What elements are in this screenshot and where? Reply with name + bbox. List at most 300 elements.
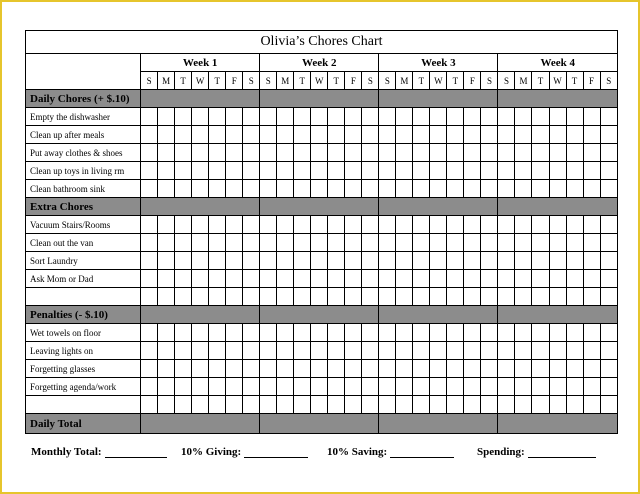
check-cell[interactable]	[498, 108, 515, 126]
check-cell[interactable]	[158, 342, 175, 360]
check-cell[interactable]	[498, 270, 515, 288]
check-cell[interactable]	[549, 180, 566, 198]
check-cell[interactable]	[311, 216, 328, 234]
check-cell[interactable]	[175, 108, 192, 126]
check-cell[interactable]	[362, 144, 379, 162]
check-cell[interactable]	[464, 108, 481, 126]
check-cell[interactable]	[192, 324, 209, 342]
check-cell[interactable]	[549, 234, 566, 252]
check-cell[interactable]	[328, 162, 345, 180]
check-cell[interactable]	[464, 270, 481, 288]
check-cell[interactable]	[464, 288, 481, 306]
check-cell[interactable]	[277, 324, 294, 342]
check-cell[interactable]	[583, 288, 600, 306]
check-cell[interactable]	[498, 180, 515, 198]
check-cell[interactable]	[175, 126, 192, 144]
check-cell[interactable]	[345, 342, 362, 360]
check-cell[interactable]	[532, 396, 549, 414]
check-cell[interactable]	[600, 378, 617, 396]
check-cell[interactable]	[583, 144, 600, 162]
check-cell[interactable]	[464, 342, 481, 360]
check-cell[interactable]	[328, 180, 345, 198]
check-cell[interactable]	[311, 126, 328, 144]
check-cell[interactable]	[447, 144, 464, 162]
check-cell[interactable]	[396, 144, 413, 162]
check-cell[interactable]	[294, 162, 311, 180]
check-cell[interactable]	[362, 360, 379, 378]
check-cell[interactable]	[260, 108, 277, 126]
check-cell[interactable]	[515, 252, 532, 270]
check-cell[interactable]	[141, 126, 158, 144]
check-cell[interactable]	[328, 324, 345, 342]
check-cell[interactable]	[209, 126, 226, 144]
check-cell[interactable]	[226, 288, 243, 306]
check-cell[interactable]	[515, 162, 532, 180]
check-cell[interactable]	[396, 162, 413, 180]
check-cell[interactable]	[498, 234, 515, 252]
check-cell[interactable]	[515, 360, 532, 378]
check-cell[interactable]	[396, 180, 413, 198]
check-cell[interactable]	[600, 180, 617, 198]
saving-field[interactable]	[327, 446, 454, 458]
check-cell[interactable]	[379, 342, 396, 360]
check-cell[interactable]	[481, 108, 498, 126]
check-cell[interactable]	[481, 288, 498, 306]
check-cell[interactable]	[430, 108, 447, 126]
check-cell[interactable]	[175, 144, 192, 162]
check-cell[interactable]	[345, 288, 362, 306]
check-cell[interactable]	[345, 360, 362, 378]
check-cell[interactable]	[141, 378, 158, 396]
check-cell[interactable]	[447, 162, 464, 180]
blank-label-cell[interactable]	[26, 288, 141, 306]
check-cell[interactable]	[600, 144, 617, 162]
check-cell[interactable]	[328, 144, 345, 162]
check-cell[interactable]	[413, 162, 430, 180]
check-cell[interactable]	[175, 162, 192, 180]
check-cell[interactable]	[260, 216, 277, 234]
check-cell[interactable]	[277, 360, 294, 378]
check-cell[interactable]	[260, 360, 277, 378]
check-cell[interactable]	[226, 234, 243, 252]
check-cell[interactable]	[192, 396, 209, 414]
check-cell[interactable]	[243, 252, 260, 270]
check-cell[interactable]	[447, 360, 464, 378]
check-cell[interactable]	[379, 126, 396, 144]
check-cell[interactable]	[600, 342, 617, 360]
check-cell[interactable]	[549, 162, 566, 180]
check-cell[interactable]	[311, 288, 328, 306]
check-cell[interactable]	[549, 360, 566, 378]
check-cell[interactable]	[243, 180, 260, 198]
check-cell[interactable]	[379, 252, 396, 270]
check-cell[interactable]	[209, 180, 226, 198]
check-cell[interactable]	[294, 144, 311, 162]
check-cell[interactable]	[396, 108, 413, 126]
check-cell[interactable]	[430, 360, 447, 378]
check-cell[interactable]	[498, 378, 515, 396]
check-cell[interactable]	[141, 162, 158, 180]
check-cell[interactable]	[481, 126, 498, 144]
check-cell[interactable]	[447, 126, 464, 144]
check-cell[interactable]	[515, 216, 532, 234]
check-cell[interactable]	[362, 342, 379, 360]
check-cell[interactable]	[192, 288, 209, 306]
check-cell[interactable]	[396, 342, 413, 360]
check-cell[interactable]	[328, 126, 345, 144]
check-cell[interactable]	[362, 180, 379, 198]
check-cell[interactable]	[447, 342, 464, 360]
check-cell[interactable]	[583, 378, 600, 396]
check-cell[interactable]	[192, 126, 209, 144]
check-cell[interactable]	[209, 270, 226, 288]
check-cell[interactable]	[158, 396, 175, 414]
check-cell[interactable]	[277, 288, 294, 306]
check-cell[interactable]	[481, 216, 498, 234]
check-cell[interactable]	[583, 252, 600, 270]
check-cell[interactable]	[192, 378, 209, 396]
check-cell[interactable]	[447, 252, 464, 270]
check-cell[interactable]	[532, 288, 549, 306]
check-cell[interactable]	[600, 270, 617, 288]
check-cell[interactable]	[532, 324, 549, 342]
check-cell[interactable]	[583, 342, 600, 360]
check-cell[interactable]	[294, 252, 311, 270]
check-cell[interactable]	[311, 360, 328, 378]
check-cell[interactable]	[294, 270, 311, 288]
check-cell[interactable]	[243, 270, 260, 288]
check-cell[interactable]	[481, 342, 498, 360]
check-cell[interactable]	[294, 126, 311, 144]
check-cell[interactable]	[447, 180, 464, 198]
check-cell[interactable]	[243, 108, 260, 126]
check-cell[interactable]	[498, 324, 515, 342]
check-cell[interactable]	[175, 360, 192, 378]
check-cell[interactable]	[481, 396, 498, 414]
check-cell[interactable]	[158, 360, 175, 378]
check-cell[interactable]	[583, 234, 600, 252]
check-cell[interactable]	[192, 234, 209, 252]
check-cell[interactable]	[345, 234, 362, 252]
check-cell[interactable]	[226, 324, 243, 342]
check-cell[interactable]	[243, 360, 260, 378]
check-cell[interactable]	[294, 396, 311, 414]
check-cell[interactable]	[226, 162, 243, 180]
check-cell[interactable]	[566, 162, 583, 180]
check-cell[interactable]	[430, 234, 447, 252]
check-cell[interactable]	[192, 162, 209, 180]
check-cell[interactable]	[209, 288, 226, 306]
check-cell[interactable]	[498, 126, 515, 144]
check-cell[interactable]	[515, 288, 532, 306]
check-cell[interactable]	[498, 144, 515, 162]
check-cell[interactable]	[532, 144, 549, 162]
check-cell[interactable]	[464, 378, 481, 396]
check-cell[interactable]	[566, 324, 583, 342]
check-cell[interactable]	[362, 396, 379, 414]
check-cell[interactable]	[311, 378, 328, 396]
check-cell[interactable]	[362, 252, 379, 270]
check-cell[interactable]	[430, 396, 447, 414]
check-cell[interactable]	[294, 324, 311, 342]
check-cell[interactable]	[141, 108, 158, 126]
check-cell[interactable]	[277, 378, 294, 396]
check-cell[interactable]	[515, 396, 532, 414]
check-cell[interactable]	[430, 252, 447, 270]
check-cell[interactable]	[260, 342, 277, 360]
check-cell[interactable]	[345, 270, 362, 288]
check-cell[interactable]	[379, 180, 396, 198]
check-cell[interactable]	[277, 234, 294, 252]
check-cell[interactable]	[243, 396, 260, 414]
check-cell[interactable]	[277, 396, 294, 414]
check-cell[interactable]	[226, 126, 243, 144]
check-cell[interactable]	[600, 360, 617, 378]
check-cell[interactable]	[311, 270, 328, 288]
check-cell[interactable]	[209, 108, 226, 126]
check-cell[interactable]	[243, 234, 260, 252]
check-cell[interactable]	[532, 126, 549, 144]
check-cell[interactable]	[566, 378, 583, 396]
check-cell[interactable]	[583, 216, 600, 234]
check-cell[interactable]	[311, 180, 328, 198]
check-cell[interactable]	[413, 180, 430, 198]
check-cell[interactable]	[515, 324, 532, 342]
check-cell[interactable]	[583, 360, 600, 378]
check-cell[interactable]	[583, 108, 600, 126]
check-cell[interactable]	[549, 378, 566, 396]
check-cell[interactable]	[515, 378, 532, 396]
check-cell[interactable]	[243, 144, 260, 162]
check-cell[interactable]	[226, 252, 243, 270]
check-cell[interactable]	[260, 234, 277, 252]
check-cell[interactable]	[464, 144, 481, 162]
check-cell[interactable]	[430, 216, 447, 234]
check-cell[interactable]	[430, 270, 447, 288]
check-cell[interactable]	[243, 378, 260, 396]
check-cell[interactable]	[192, 144, 209, 162]
check-cell[interactable]	[175, 234, 192, 252]
check-cell[interactable]	[481, 378, 498, 396]
check-cell[interactable]	[328, 234, 345, 252]
check-cell[interactable]	[481, 144, 498, 162]
check-cell[interactable]	[294, 216, 311, 234]
check-cell[interactable]	[549, 252, 566, 270]
check-cell[interactable]	[583, 126, 600, 144]
check-cell[interactable]	[260, 288, 277, 306]
check-cell[interactable]	[175, 180, 192, 198]
check-cell[interactable]	[158, 180, 175, 198]
check-cell[interactable]	[549, 144, 566, 162]
check-cell[interactable]	[447, 234, 464, 252]
check-cell[interactable]	[141, 396, 158, 414]
check-cell[interactable]	[243, 288, 260, 306]
check-cell[interactable]	[294, 288, 311, 306]
check-cell[interactable]	[362, 270, 379, 288]
check-cell[interactable]	[209, 396, 226, 414]
check-cell[interactable]	[192, 252, 209, 270]
check-cell[interactable]	[413, 126, 430, 144]
check-cell[interactable]	[481, 252, 498, 270]
check-cell[interactable]	[396, 270, 413, 288]
check-cell[interactable]	[396, 288, 413, 306]
check-cell[interactable]	[515, 270, 532, 288]
check-cell[interactable]	[311, 234, 328, 252]
check-cell[interactable]	[566, 396, 583, 414]
check-cell[interactable]	[260, 252, 277, 270]
check-cell[interactable]	[515, 234, 532, 252]
check-cell[interactable]	[175, 270, 192, 288]
check-cell[interactable]	[311, 342, 328, 360]
check-cell[interactable]	[413, 108, 430, 126]
check-cell[interactable]	[362, 216, 379, 234]
check-cell[interactable]	[209, 324, 226, 342]
check-cell[interactable]	[294, 180, 311, 198]
check-cell[interactable]	[226, 396, 243, 414]
check-cell[interactable]	[311, 162, 328, 180]
check-cell[interactable]	[328, 252, 345, 270]
check-cell[interactable]	[549, 396, 566, 414]
check-cell[interactable]	[311, 324, 328, 342]
check-cell[interactable]	[277, 270, 294, 288]
check-cell[interactable]	[379, 108, 396, 126]
check-cell[interactable]	[549, 270, 566, 288]
check-cell[interactable]	[583, 324, 600, 342]
check-cell[interactable]	[566, 108, 583, 126]
check-cell[interactable]	[277, 108, 294, 126]
check-cell[interactable]	[362, 108, 379, 126]
check-cell[interactable]	[515, 126, 532, 144]
check-cell[interactable]	[141, 360, 158, 378]
check-cell[interactable]	[447, 270, 464, 288]
check-cell[interactable]	[430, 342, 447, 360]
check-cell[interactable]	[226, 270, 243, 288]
check-cell[interactable]	[379, 162, 396, 180]
check-cell[interactable]	[243, 324, 260, 342]
check-cell[interactable]	[226, 360, 243, 378]
check-cell[interactable]	[464, 162, 481, 180]
check-cell[interactable]	[328, 270, 345, 288]
check-cell[interactable]	[294, 234, 311, 252]
check-cell[interactable]	[549, 108, 566, 126]
check-cell[interactable]	[600, 108, 617, 126]
check-cell[interactable]	[396, 324, 413, 342]
check-cell[interactable]	[413, 378, 430, 396]
check-cell[interactable]	[379, 396, 396, 414]
spending-field[interactable]	[477, 446, 596, 458]
giving-field[interactable]	[181, 446, 308, 458]
check-cell[interactable]	[566, 144, 583, 162]
check-cell[interactable]	[260, 180, 277, 198]
check-cell[interactable]	[566, 288, 583, 306]
check-cell[interactable]	[141, 216, 158, 234]
check-cell[interactable]	[158, 270, 175, 288]
check-cell[interactable]	[532, 180, 549, 198]
check-cell[interactable]	[447, 216, 464, 234]
check-cell[interactable]	[158, 216, 175, 234]
check-cell[interactable]	[158, 126, 175, 144]
check-cell[interactable]	[379, 216, 396, 234]
check-cell[interactable]	[209, 252, 226, 270]
check-cell[interactable]	[345, 216, 362, 234]
check-cell[interactable]	[481, 324, 498, 342]
check-cell[interactable]	[481, 234, 498, 252]
check-cell[interactable]	[498, 288, 515, 306]
check-cell[interactable]	[226, 342, 243, 360]
check-cell[interactable]	[226, 378, 243, 396]
check-cell[interactable]	[209, 378, 226, 396]
check-cell[interactable]	[175, 288, 192, 306]
check-cell[interactable]	[158, 288, 175, 306]
check-cell[interactable]	[141, 144, 158, 162]
check-cell[interactable]	[396, 126, 413, 144]
check-cell[interactable]	[464, 360, 481, 378]
monthly-total-field[interactable]	[31, 446, 167, 458]
check-cell[interactable]	[141, 324, 158, 342]
check-cell[interactable]	[362, 126, 379, 144]
check-cell[interactable]	[566, 180, 583, 198]
check-cell[interactable]	[328, 288, 345, 306]
check-cell[interactable]	[464, 252, 481, 270]
check-cell[interactable]	[345, 324, 362, 342]
check-cell[interactable]	[430, 378, 447, 396]
check-cell[interactable]	[481, 270, 498, 288]
check-cell[interactable]	[600, 216, 617, 234]
check-cell[interactable]	[158, 144, 175, 162]
check-cell[interactable]	[260, 162, 277, 180]
check-cell[interactable]	[464, 396, 481, 414]
check-cell[interactable]	[209, 144, 226, 162]
check-cell[interactable]	[277, 162, 294, 180]
check-cell[interactable]	[600, 234, 617, 252]
check-cell[interactable]	[396, 360, 413, 378]
check-cell[interactable]	[226, 216, 243, 234]
check-cell[interactable]	[379, 360, 396, 378]
check-cell[interactable]	[447, 378, 464, 396]
check-cell[interactable]	[532, 378, 549, 396]
check-cell[interactable]	[209, 162, 226, 180]
check-cell[interactable]	[277, 216, 294, 234]
check-cell[interactable]	[413, 234, 430, 252]
check-cell[interactable]	[175, 342, 192, 360]
check-cell[interactable]	[566, 342, 583, 360]
check-cell[interactable]	[362, 162, 379, 180]
check-cell[interactable]	[277, 144, 294, 162]
check-cell[interactable]	[243, 126, 260, 144]
check-cell[interactable]	[260, 270, 277, 288]
check-cell[interactable]	[464, 324, 481, 342]
check-cell[interactable]	[549, 324, 566, 342]
check-cell[interactable]	[294, 360, 311, 378]
check-cell[interactable]	[158, 162, 175, 180]
check-cell[interactable]	[515, 342, 532, 360]
check-cell[interactable]	[481, 162, 498, 180]
check-cell[interactable]	[413, 324, 430, 342]
check-cell[interactable]	[498, 252, 515, 270]
check-cell[interactable]	[311, 144, 328, 162]
check-cell[interactable]	[277, 126, 294, 144]
check-cell[interactable]	[345, 144, 362, 162]
check-cell[interactable]	[345, 180, 362, 198]
check-cell[interactable]	[141, 288, 158, 306]
check-cell[interactable]	[532, 108, 549, 126]
check-cell[interactable]	[413, 288, 430, 306]
check-cell[interactable]	[430, 162, 447, 180]
check-cell[interactable]	[447, 396, 464, 414]
check-cell[interactable]	[209, 234, 226, 252]
check-cell[interactable]	[464, 180, 481, 198]
check-cell[interactable]	[209, 360, 226, 378]
